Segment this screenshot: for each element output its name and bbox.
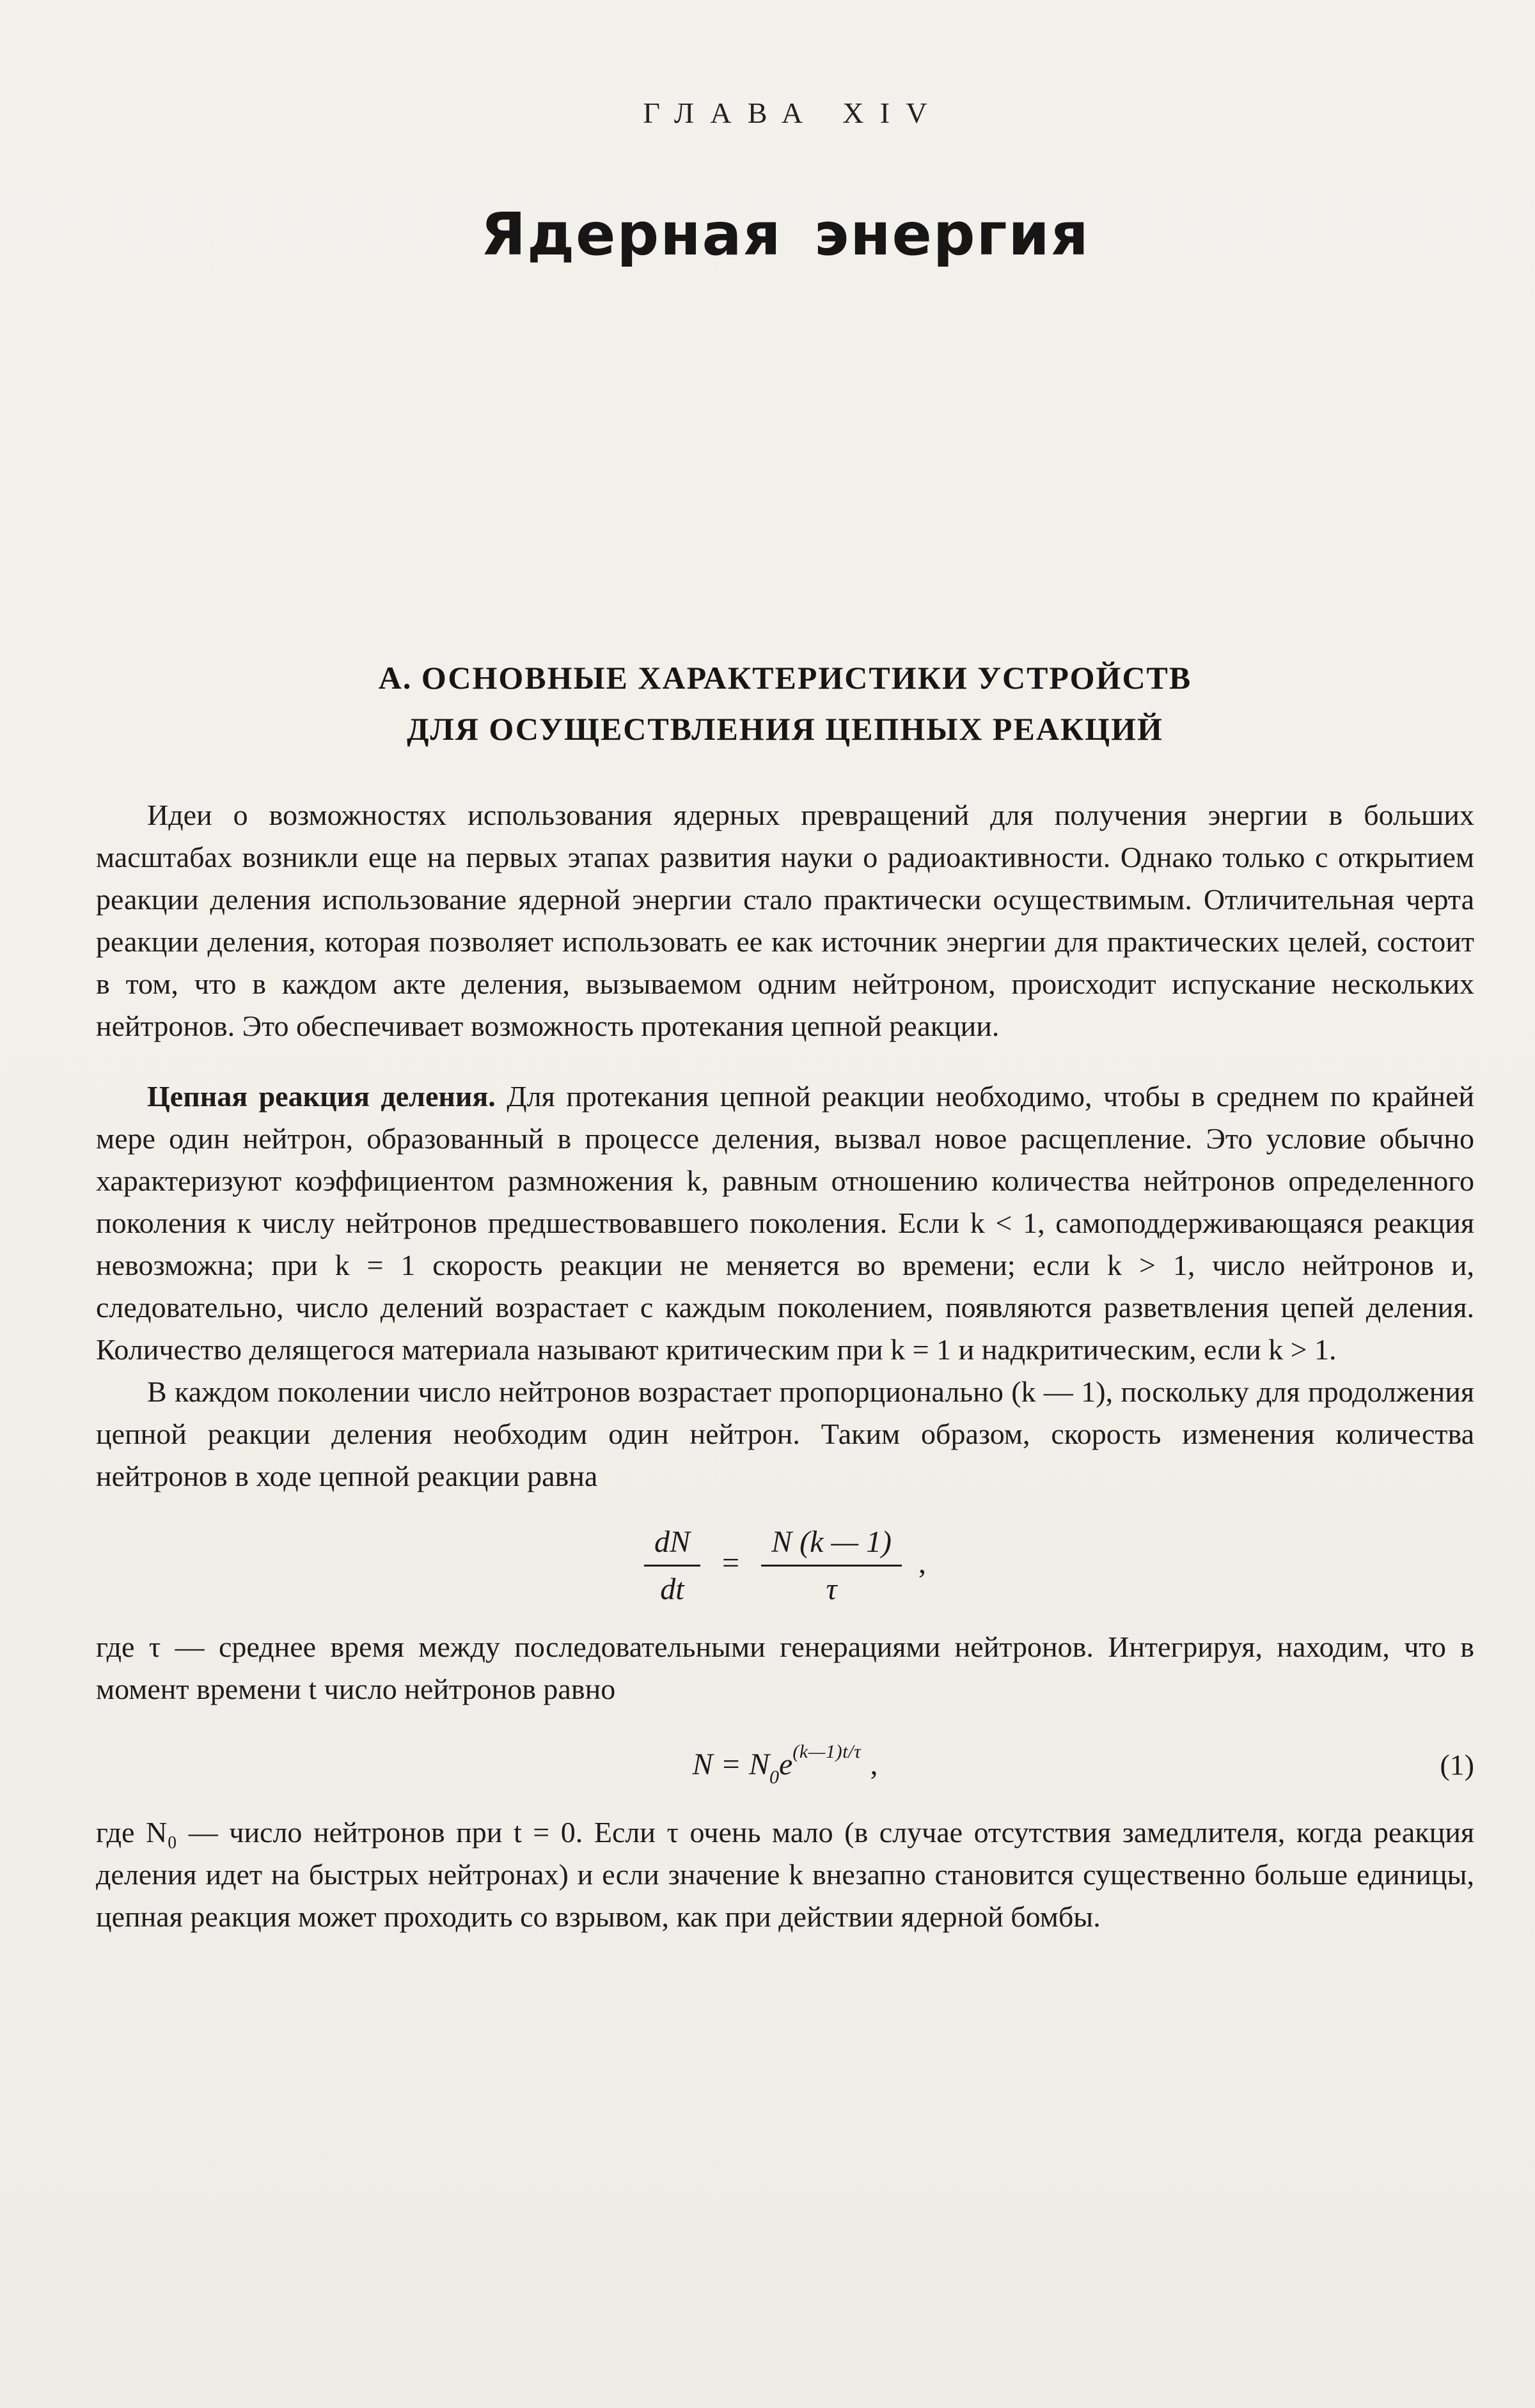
formula2-base: e (778, 1747, 793, 1782)
paragraph-chain-text: Для протекания цепной реакции необходимо, чтобы в среднем по крайней мере один нейтрон, образованный в процессе деления, вызвал новое расщепление. Это условие обычно характеризуют коэффициентом размножения k, равным отношению количества нейтронов определенного поколения к числу нейтронов предшествовавшего поколения. Если k < 1, самоподдерживающаяся реакция невозможна; при k = 1 скорость реакции не меняется во времени; если k > 1, число нейтронов и, следовательно, число делений возрастает с каждым поколением, появляются разветвления цепей деления. Количество делящегося материала называют критическим при k = 1 и надкритическим, если k > 1. (96, 1080, 1475, 1366)
formula2-exponent: (k—1)t/τ (792, 1741, 862, 1763)
paragraph-intro: Идеи о возможностях использования ядерных превращений для получения энергии в больших масштабах возникли еще на первых этапах развития науки о радиоактивности. Однако только с открытием реакции деления использование ядерной энергии стало практически осуществимым. Отличительная черта реакции деления, которая позволяет использовать ее как источник энергии для практических целей, состоит в том, что в каждом акте деления, вызываемом одним нейтроном, происходит испускание нескольких нейтронов. Это обеспечивает возможность протекания цепной реакции. (96, 799, 1474, 1042)
section-heading-line1: А. ОСНОВНЫЕ ХАРАКТЕРИСТИКИ УСТРОЙСТВ (378, 660, 1192, 696)
formula-exponential (96, 1741, 1474, 1788)
paragraph-after-formula2: где N₀ — число нейтронов при t = 0. Если τ очень мало (в случае отсутствия замедлителя, когда реакция деления идет на быстрых нейтронах) и если значение k внезапно становится существенно больше единицы, цепная реакция может проходить со взрывом, как при действии ядерной бомбы. (96, 1816, 1474, 1934)
formula2-comma: , (870, 1747, 878, 1782)
paragraph-chain-reaction (96, 1075, 1474, 1371)
fraction-right-denominator: τ (826, 1572, 837, 1607)
formula2-lhs: N = N (692, 1747, 769, 1782)
equation-number: (1) (1440, 1748, 1474, 1781)
fraction-left (644, 1524, 700, 1607)
chapter-title: Ядерная энергия (480, 200, 1090, 269)
chapter-label: ГЛАВА XIV (643, 97, 943, 129)
formula2-subscript: 0 (769, 1767, 779, 1788)
formula-dn-dt (96, 1524, 1474, 1607)
fraction-right (761, 1524, 902, 1607)
fraction-right-numerator: N (k — 1) (761, 1524, 902, 1567)
paragraph-after-formula1: где τ — среднее время между последовательными генерациями нейтронов. Интегрируя, находим, что в момент времени t число нейтронов равно (96, 1630, 1474, 1706)
paragraph-chain-lead: Цепная реакция деления. (147, 1080, 496, 1113)
equals-sign: = (721, 1545, 740, 1580)
fraction-left-numerator: dN (644, 1524, 700, 1567)
paragraph-growth: В каждом поколении число нейтронов возрастает пропорционально (k — 1), поскольку для продолжения цепной реакции деления необходим один нейтрон. Таким образом, скорость изменения количества нейтронов в ходе цепной реакции равна (96, 1375, 1474, 1492)
section-heading (96, 652, 1474, 754)
fraction-left-denominator: dt (660, 1572, 684, 1607)
section-heading-line2: ДЛЯ ОСУЩЕСТВЛЕНИЯ ЦЕПНЫХ РЕАКЦИЙ (407, 711, 1163, 747)
formula-comma: , (918, 1545, 927, 1580)
